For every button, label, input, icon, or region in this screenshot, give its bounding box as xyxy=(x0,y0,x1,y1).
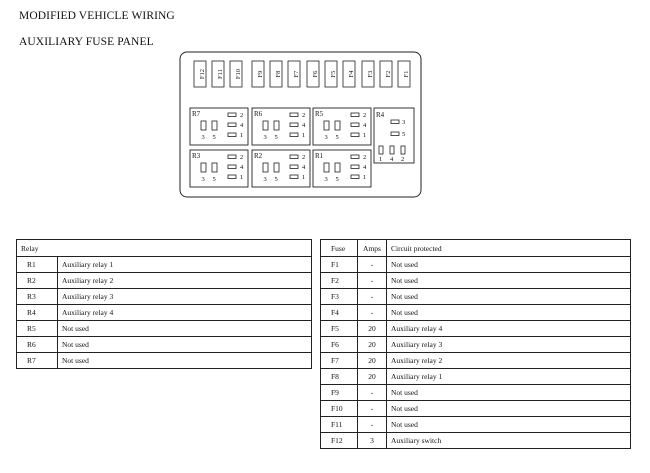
circuit-cell: Auxiliary relay 1 xyxy=(387,369,631,385)
relay-pin-label: 1 xyxy=(363,174,367,181)
amps-cell: 20 xyxy=(358,353,387,369)
circuit-cell: Not used xyxy=(387,257,631,273)
fuse-panel-diagram xyxy=(0,0,650,210)
fuse-id-cell: F1 xyxy=(321,257,358,273)
relay-pin-socket xyxy=(274,163,279,172)
circuit-cell: Not used xyxy=(387,385,631,401)
table-row xyxy=(321,369,631,385)
relay-pin-label: 5 xyxy=(335,176,339,183)
amps-cell: 20 xyxy=(358,321,387,337)
relay-pin-label: 3 xyxy=(201,134,205,141)
relay-pin-label: 2 xyxy=(302,112,306,119)
fuse-id-cell: F3 xyxy=(321,289,358,305)
relay-pin-label: 4 xyxy=(302,164,306,171)
relay-desc-cell: Not used xyxy=(58,321,312,337)
fuse-label: F3 xyxy=(366,70,374,78)
relay-pin-socket xyxy=(324,121,329,130)
relay-pin-socket xyxy=(391,120,399,124)
relay-pin-label: 5 xyxy=(335,134,339,141)
page-title: MODIFIED VEHICLE WIRING xyxy=(19,10,175,22)
amps-cell: 20 xyxy=(358,337,387,353)
relay-pin-label: 2 xyxy=(401,156,405,163)
table-row xyxy=(321,417,631,433)
relay-pin-socket xyxy=(228,175,236,179)
relay-pin-socket xyxy=(391,132,399,136)
amps-cell: 20 xyxy=(358,369,387,385)
relay-pin-label: 4 xyxy=(390,156,394,163)
fuse-label: F9 xyxy=(256,70,264,78)
relay-desc-cell: Auxiliary relay 1 xyxy=(58,257,312,273)
relay-pin-socket xyxy=(228,165,236,169)
relay-pin-label: 1 xyxy=(302,174,306,181)
relay-pin-socket xyxy=(290,123,298,127)
relay-pin-socket xyxy=(390,146,394,154)
fuse-id-cell: F8 xyxy=(321,369,358,385)
table-row xyxy=(17,321,312,337)
fuse-row xyxy=(194,61,410,87)
relay-pin-socket xyxy=(263,121,268,130)
fuse-id-cell: F2 xyxy=(321,273,358,289)
table-row xyxy=(321,289,631,305)
relay-pin-label: 5 xyxy=(274,134,278,141)
relay-pin-socket xyxy=(290,113,298,117)
relay-pin-label: 1 xyxy=(240,132,244,139)
fuse-col-header: Fuse xyxy=(321,240,358,257)
relay-pin-socket xyxy=(228,155,236,159)
relay-pin-label: 4 xyxy=(363,122,367,129)
table-row xyxy=(321,273,631,289)
table-row xyxy=(17,337,312,353)
table-row xyxy=(17,289,312,305)
relay-pin-socket xyxy=(228,113,236,117)
fuse-label: F5 xyxy=(329,70,337,78)
relay-pin-label: 4 xyxy=(302,122,306,129)
table-row xyxy=(321,385,631,401)
relay-desc-cell: Auxiliary relay 4 xyxy=(58,305,312,321)
relay-pin-socket xyxy=(324,163,329,172)
relay-pin-label: 2 xyxy=(302,154,306,161)
circuit-cell: Not used xyxy=(387,273,631,289)
amps-cell: - xyxy=(358,401,387,417)
fuse-id-cell: F12 xyxy=(321,433,358,449)
amps-cell: - xyxy=(358,289,387,305)
relay-pin-socket xyxy=(228,133,236,137)
amps-cell: - xyxy=(358,417,387,433)
relay-pin-label: 5 xyxy=(274,176,278,183)
table-row xyxy=(321,337,631,353)
circuit-cell: Not used xyxy=(387,289,631,305)
relay-table xyxy=(16,239,312,369)
circuit-cell: Auxiliary relay 2 xyxy=(387,353,631,369)
relay-pin-label: 3 xyxy=(324,176,328,183)
relay-pin-socket xyxy=(263,163,268,172)
relay-name: R6 xyxy=(254,110,263,118)
amps-cell: - xyxy=(358,385,387,401)
relay-pin-label: 3 xyxy=(263,176,267,183)
fuse-label: F6 xyxy=(311,70,319,78)
relay-id-cell: R4 xyxy=(17,305,58,321)
relay-pin-socket xyxy=(290,175,298,179)
circuit-cell: Auxiliary switch xyxy=(387,433,631,449)
table-row xyxy=(321,305,631,321)
table-row xyxy=(321,321,631,337)
relay-pin-socket xyxy=(201,121,206,130)
fuse-label: F7 xyxy=(292,70,300,78)
relay-pin-label: 1 xyxy=(302,132,306,139)
relay-blocks xyxy=(190,108,414,187)
relay-pin-socket xyxy=(379,146,383,154)
circuit-cell: Auxiliary relay 3 xyxy=(387,337,631,353)
amps-cell: - xyxy=(358,273,387,289)
relay-pin-socket xyxy=(212,163,217,172)
relay-pin-label: 4 xyxy=(240,164,244,171)
relay-pin-label: 4 xyxy=(240,122,244,129)
relay-pin-socket xyxy=(274,121,279,130)
circuit-cell: Not used xyxy=(387,305,631,321)
amps-col-header: Amps xyxy=(358,240,387,257)
relay-desc-cell: Not used xyxy=(58,337,312,353)
fuse-id-cell: F10 xyxy=(321,401,358,417)
fuse-label: F12 xyxy=(198,68,206,80)
relay-pin-socket xyxy=(335,121,340,130)
relay-pin-label: 4 xyxy=(363,164,367,171)
relay-pin-label: 3 xyxy=(324,134,328,141)
relay-name: R2 xyxy=(254,152,263,160)
table-row xyxy=(17,257,312,273)
relay-desc-cell: Not used xyxy=(58,353,312,369)
relay-pin-label: 1 xyxy=(240,174,244,181)
relay-pin-label: 5 xyxy=(402,131,406,138)
relay-pin-socket xyxy=(290,165,298,169)
relay-name: R1 xyxy=(315,152,324,160)
circuit-cell: Auxiliary relay 4 xyxy=(387,321,631,337)
relay-pin-socket xyxy=(351,175,359,179)
relay-pin-socket xyxy=(201,163,206,172)
relay-pin-socket xyxy=(401,146,405,154)
relay-desc-cell: Auxiliary relay 3 xyxy=(58,289,312,305)
relay-name: R3 xyxy=(192,152,201,160)
relay-name: R5 xyxy=(315,110,324,118)
relay-pin-label: 2 xyxy=(240,112,244,119)
relay-pin-socket xyxy=(351,155,359,159)
relay-pin-socket xyxy=(351,113,359,117)
circuit-cell: Not used xyxy=(387,417,631,433)
circuit-col-header: Circuit protected xyxy=(387,240,631,257)
amps-cell: 3 xyxy=(358,433,387,449)
relay-pin-socket xyxy=(228,123,236,127)
relay-id-cell: R2 xyxy=(17,273,58,289)
relay-name: R7 xyxy=(192,110,201,118)
table-row xyxy=(17,273,312,289)
table-row xyxy=(321,257,631,273)
relay-pin-label: 3 xyxy=(263,134,267,141)
amps-cell: - xyxy=(358,305,387,321)
page-subtitle: AUXILIARY FUSE PANEL xyxy=(19,36,154,48)
relay-id-cell: R7 xyxy=(17,353,58,369)
fuse-id-cell: F5 xyxy=(321,321,358,337)
relay-table-header: Relay xyxy=(17,240,312,257)
amps-cell: - xyxy=(358,257,387,273)
relay-name: R4 xyxy=(376,111,385,119)
relay-pin-label: 2 xyxy=(363,112,367,119)
fuse-label: F2 xyxy=(384,70,392,78)
relay-pin-label: 5 xyxy=(212,176,216,183)
fuse-id-cell: F11 xyxy=(321,417,358,433)
relay-pin-label: 3 xyxy=(201,176,205,183)
fuse-label: F4 xyxy=(347,70,355,78)
relay-pin-socket xyxy=(351,133,359,137)
relay-id-cell: R3 xyxy=(17,289,58,305)
circuit-cell: Not used xyxy=(387,401,631,417)
relay-id-cell: R6 xyxy=(17,337,58,353)
relay-pin-socket xyxy=(335,163,340,172)
table-row xyxy=(321,401,631,417)
relay-pin-socket xyxy=(290,133,298,137)
fuse-label: F8 xyxy=(274,70,282,78)
relay-pin-socket xyxy=(290,155,298,159)
fuse-id-cell: F4 xyxy=(321,305,358,321)
relay-pin-label: 3 xyxy=(402,119,406,126)
fuse-label: F11 xyxy=(216,69,224,79)
fuse-id-cell: F9 xyxy=(321,385,358,401)
table-row xyxy=(17,353,312,369)
relay-pin-socket xyxy=(351,123,359,127)
relay-pin-label: 1 xyxy=(363,132,367,139)
table-row xyxy=(321,353,631,369)
fuse-id-cell: F7 xyxy=(321,353,358,369)
relay-pin-label: 2 xyxy=(240,154,244,161)
relay-pin-label: 2 xyxy=(363,154,367,161)
table-row xyxy=(17,305,312,321)
relay-pin-socket xyxy=(351,165,359,169)
relay-pin-label: 5 xyxy=(212,134,216,141)
relay-id-cell: R1 xyxy=(17,257,58,273)
relay-pin-socket xyxy=(212,121,217,130)
table-row xyxy=(321,433,631,449)
fuse-table xyxy=(320,239,631,449)
fuse-id-cell: F6 xyxy=(321,337,358,353)
relay-id-cell: R5 xyxy=(17,321,58,337)
fuse-label: F1 xyxy=(402,70,410,78)
relay-desc-cell: Auxiliary relay 2 xyxy=(58,273,312,289)
fuse-label: F10 xyxy=(234,68,242,80)
relay-pin-label: 1 xyxy=(379,156,383,163)
